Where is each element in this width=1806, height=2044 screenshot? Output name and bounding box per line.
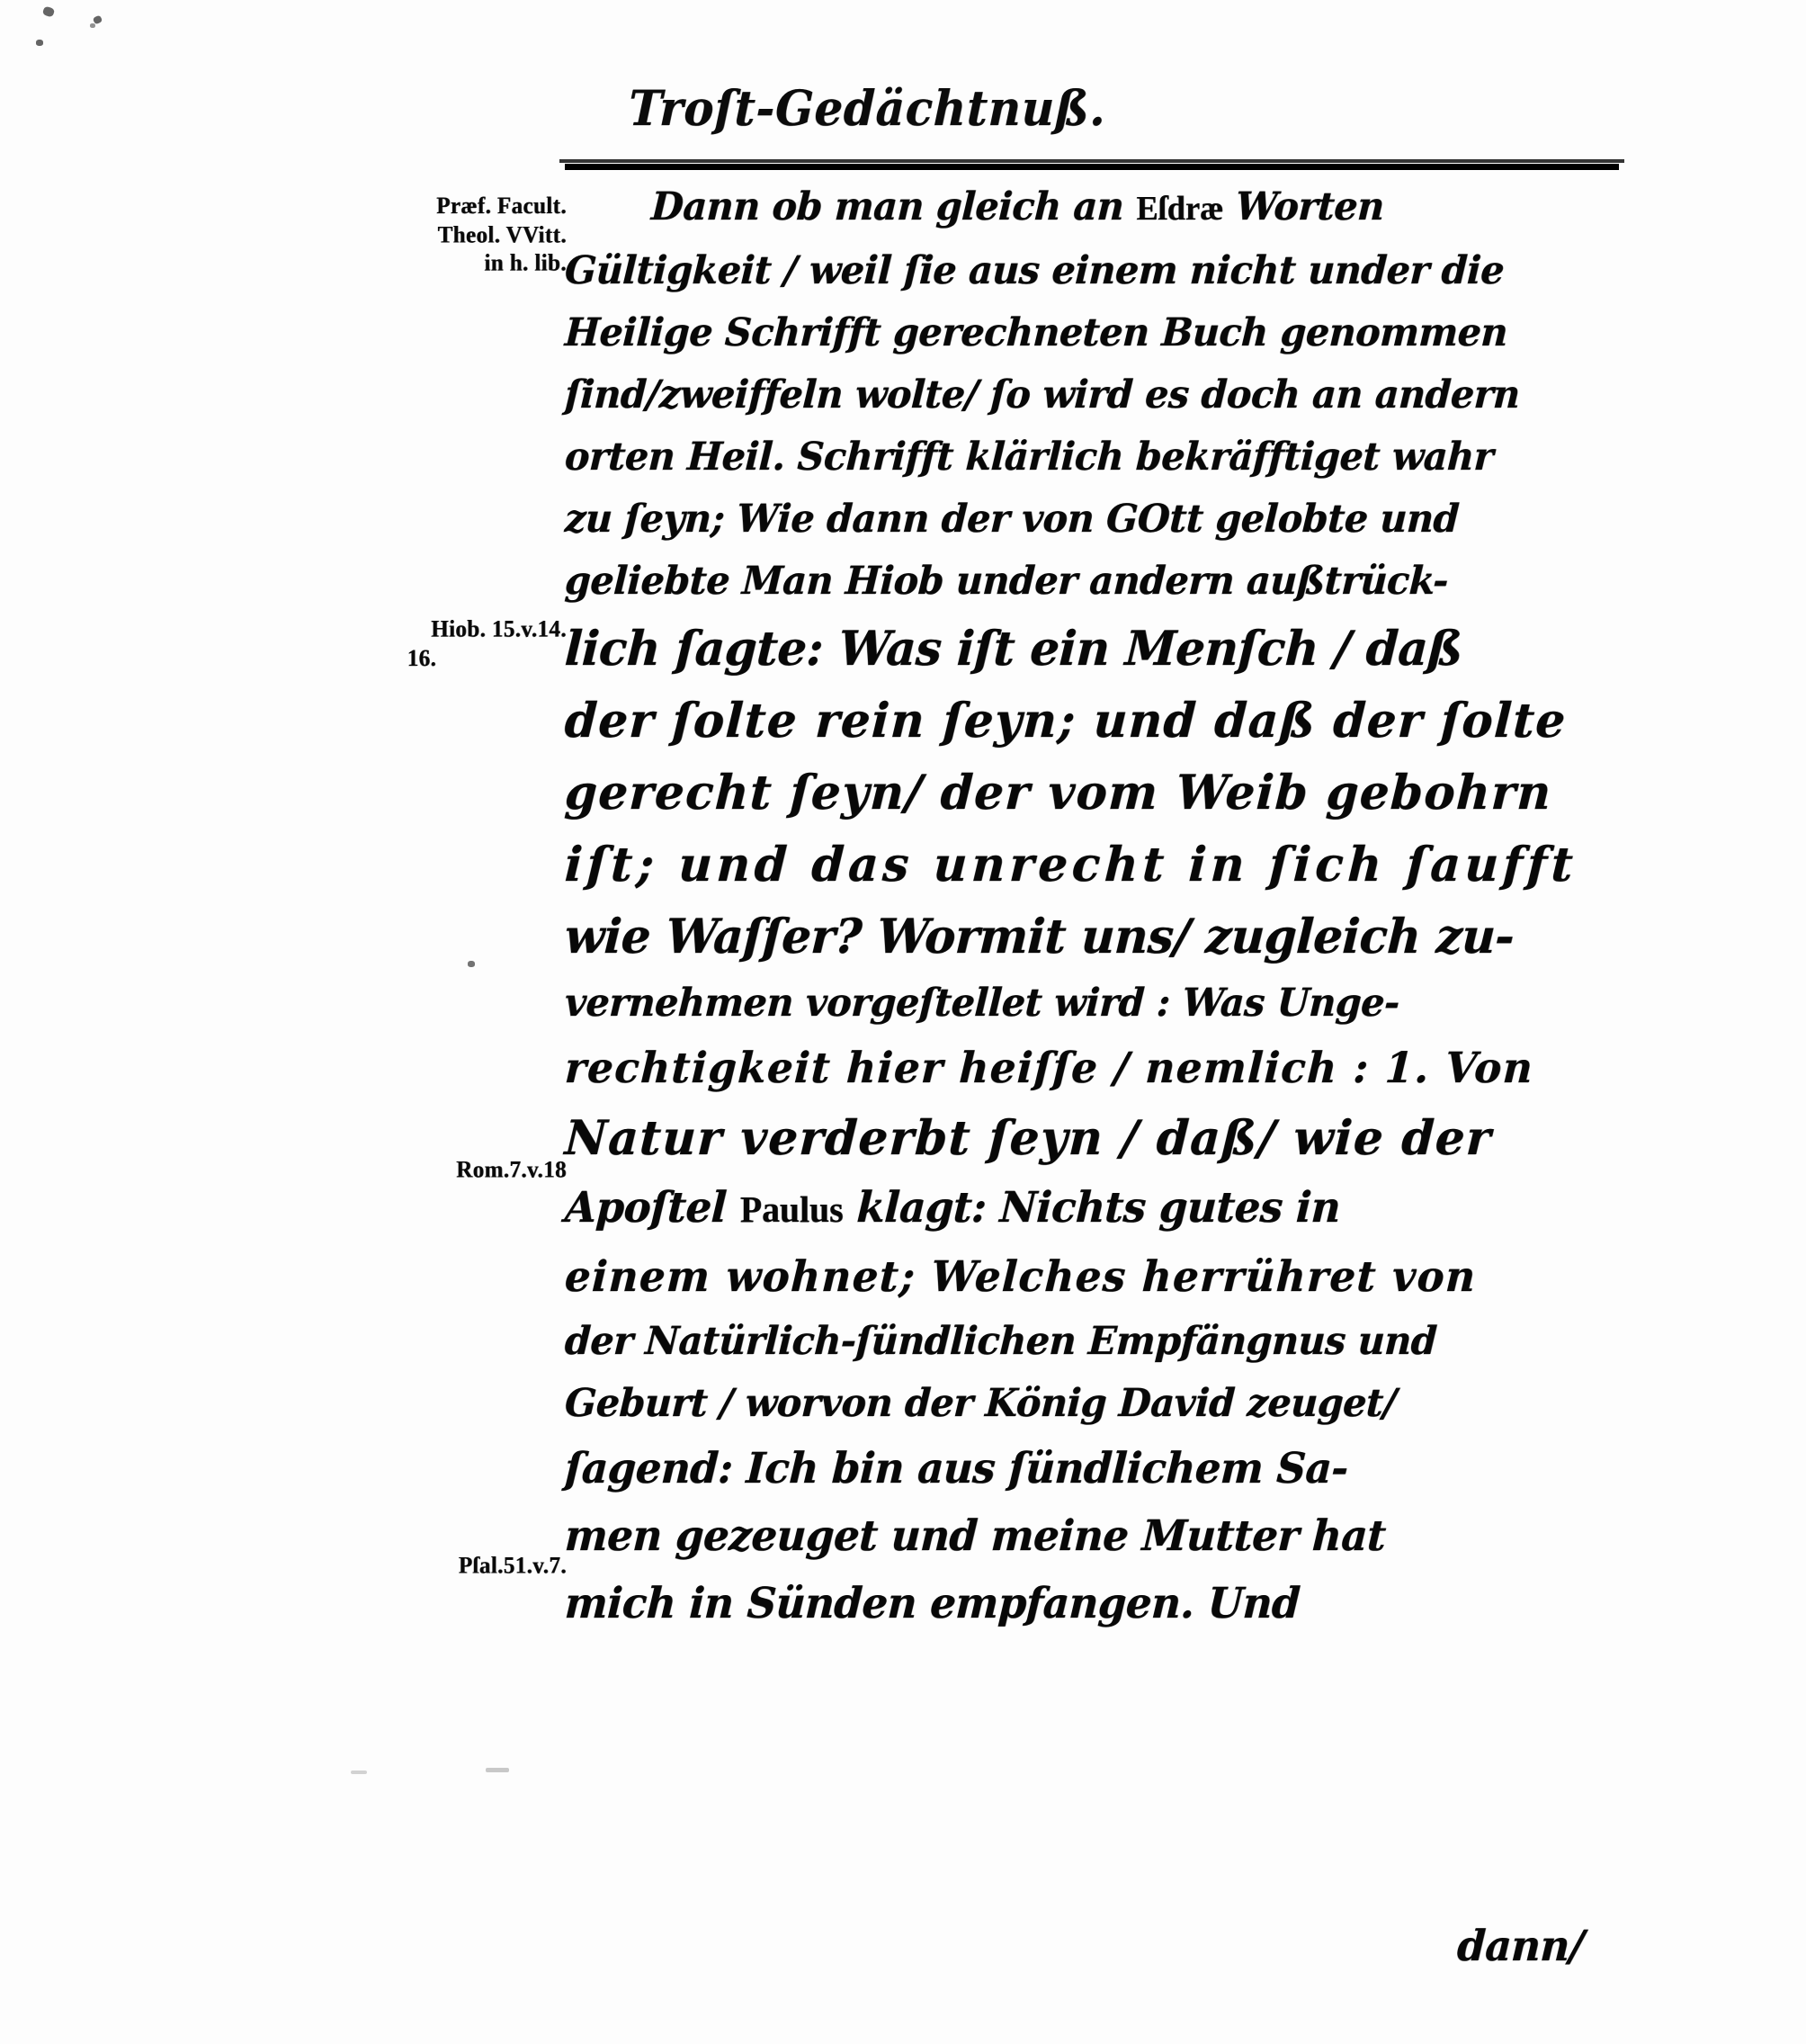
scan-speckle: [42, 5, 56, 17]
body-line: gerecht ſeyn/ der vom Weib gebohrn: [563, 765, 1554, 820]
body-line-roman: Paulus: [739, 1188, 844, 1230]
body-line-roman: Eſdræ: [1136, 190, 1223, 228]
body-line: Geburt / worvon der König David zeuget/: [563, 1381, 1398, 1426]
body-line: mich in Sünden empfangen. Und: [563, 1579, 1301, 1628]
margin-note-psal: [297, 1552, 567, 1581]
body-line: [563, 1174, 1586, 1243]
body-line: Gültigkeit / weil ſie aus einem nicht under die: [563, 248, 1506, 293]
scan-speckle: [90, 23, 95, 28]
body-line: der ſolte rein ſeyn; und daß der ſolte: [563, 693, 1569, 749]
margin-note-hiob: [297, 616, 567, 673]
running-head: [0, 79, 1806, 137]
margin-note-rom: [297, 1156, 567, 1185]
body-line: ſind/zweiffeln wolte/ ſo wird es doch an andern: [563, 372, 1521, 417]
body-line: geliebte Man Hiob under andern außtrück-: [563, 559, 1450, 604]
body-line-text-after: Worten: [1221, 184, 1385, 229]
running-head-title: Troſt-Gedächtnuß.: [627, 79, 1107, 137]
margin-note-praef: [297, 193, 567, 278]
body-line-text-after: klagt: Nichts gutes in: [842, 1183, 1342, 1233]
body-line-text: Dann ob man gleich an: [649, 184, 1138, 229]
scan-speckle: [468, 961, 475, 967]
margin-note-line: Rom.7.v.18: [456, 1157, 567, 1183]
body-line: einem wohnet; Welches herrühret von: [563, 1252, 1478, 1302]
body-line: ſagend: Ich bin aus ſündlichem Sa-: [563, 1444, 1349, 1493]
scan-speckle: [36, 40, 43, 46]
body-line: [563, 176, 1585, 240]
margin-note-line: in h. lib.: [484, 250, 567, 276]
margin-note-line: Præf. Facult.: [436, 193, 567, 220]
body-line: Natur verderbt ſeyn / daß/ wie der: [563, 1110, 1494, 1166]
margin-note-line: Hiob. 15.v.14.: [431, 616, 567, 642]
header-rule: [565, 164, 1619, 170]
catchword: [565, 1913, 1626, 1980]
margin-note-line: Theol. VVitt.: [437, 221, 567, 248]
body-line: lich ſagte: Was iſt ein Menſch / daß: [563, 621, 1464, 677]
scan-speckle: [486, 1768, 509, 1772]
body-line: rechtigkeit hier heiſſe / nemlich : 1. Von: [563, 1044, 1535, 1093]
body-line: iſt; und das unrecht in ſich ſaufft: [563, 837, 1578, 892]
body-line: zu ſeyn; Wie dann der von GOtt gelobte und: [563, 497, 1461, 542]
body-line: Heilige Schrifft gerechneten Buch genommen: [563, 310, 1509, 355]
scan-speckle: [351, 1771, 367, 1774]
body-line-text: Apoſtel: [563, 1183, 742, 1233]
body-text-column: [565, 176, 1626, 1637]
body-line: wie Waſſer? Wormit uns/ zugleich zu-: [563, 909, 1515, 964]
body-line: orten Heil. Schrifft klärlich bekräfftiget wahr: [563, 435, 1495, 480]
catchword-text: dann/: [1455, 1922, 1586, 1971]
body-line: vernehmen vorgeſtellet wird : Was Unge-: [563, 981, 1400, 1026]
body-line: men gezeuget und meine Mutter hat: [563, 1511, 1387, 1561]
margin-note-line: 16.: [407, 645, 437, 671]
margin-note-line: Pſal.51.v.7.: [458, 1553, 567, 1579]
body-line: der Natürlich-ſündlichen Empfängnus und: [563, 1319, 1438, 1364]
